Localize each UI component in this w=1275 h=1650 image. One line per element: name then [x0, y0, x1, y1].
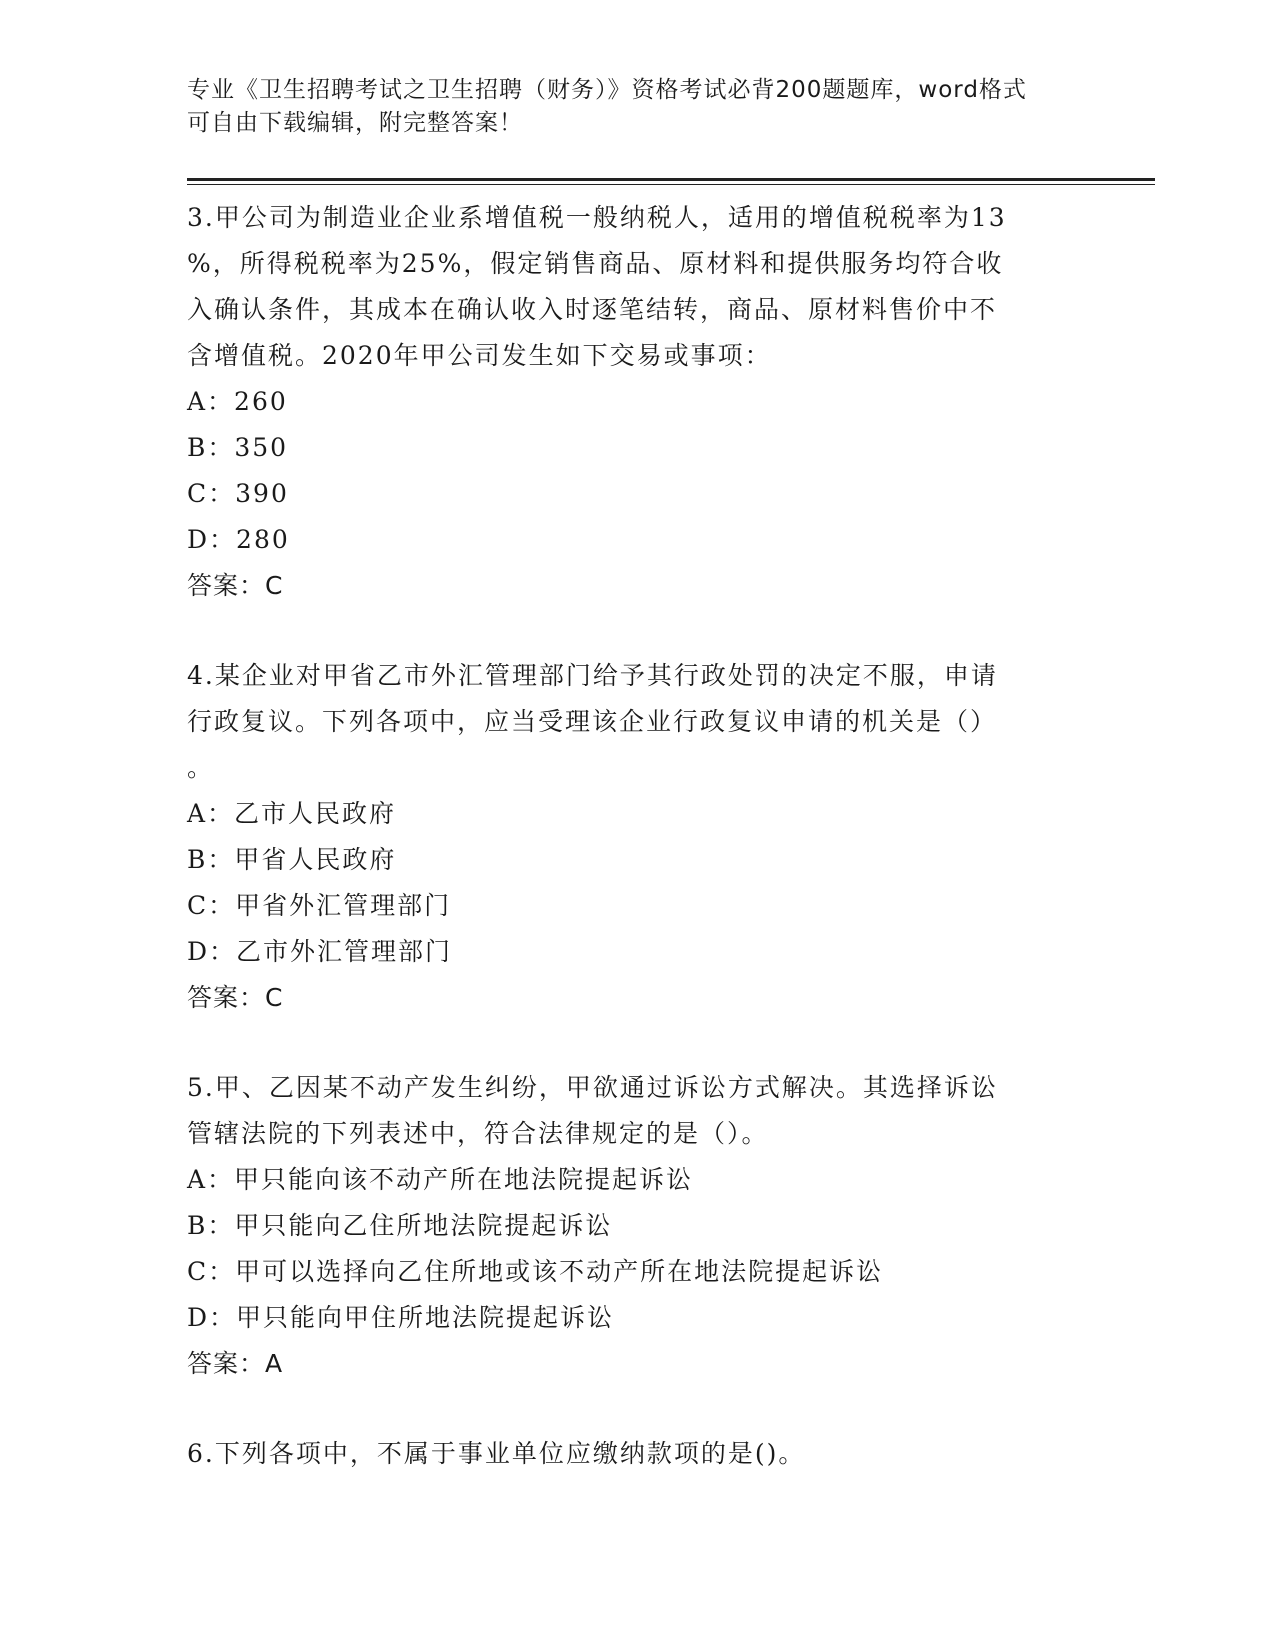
question-5-option-b: B：甲只能向乙住所地法院提起诉讼	[187, 1211, 613, 1240]
question-5-option-d: D：甲只能向甲住所地法院提起诉讼	[187, 1303, 615, 1332]
question-3-line-1: 3.甲公司为制造业企业系增值税一般纳税人，适用的增值税税率为13	[187, 203, 1007, 232]
question-4-line-1: 4.某企业对甲省乙市外汇管理部门给予其行政处罚的决定不服，申请	[187, 661, 998, 690]
question-6-line-1: 6.下列各项中，不属于事业单位应缴纳款项的是()。	[187, 1439, 806, 1468]
question-5	[187, 1065, 1087, 1387]
question-3-option-d: D：280	[187, 525, 290, 554]
question-3-line-3: 入确认条件，其成本在确认收入时逐笔结转，商品、原材料售价中不	[187, 295, 998, 324]
question-4-option-c: C：甲省外汇管理部门	[187, 891, 452, 920]
question-3-line-2: %，所得税税率为25%，假定销售商品、原材料和提供服务均符合收	[187, 249, 1004, 278]
header-rule-thick	[187, 178, 1155, 181]
question-4-line-2: 行政复议。下列各项中，应当受理该企业行政复议申请的机关是（）	[187, 707, 998, 736]
header-line-1: 专业《卫生招聘考试之卫生招聘（财务）》资格考试必背200题题库，word格式	[187, 77, 1027, 103]
question-4-option-d: D：乙市外汇管理部门	[187, 937, 453, 966]
question-5-line-2: 管辖法院的下列表述中，符合法律规定的是（）。	[187, 1119, 769, 1148]
question-6	[187, 1431, 1087, 1477]
question-4-option-a: A：乙市人民政府	[187, 799, 397, 828]
question-3-option-b: B：350	[187, 433, 289, 462]
question-5-option-a: A：甲只能向该不动产所在地法院提起诉讼	[187, 1165, 694, 1194]
question-3-line-4: 含增值税。2020年甲公司发生如下交易或事项：	[187, 341, 772, 370]
document-header	[187, 74, 1067, 140]
question-4	[187, 653, 1087, 1021]
question-5-option-c: C：甲可以选择向乙住所地或该不动产所在地法院提起诉讼	[187, 1257, 884, 1286]
question-list	[187, 195, 1087, 1521]
header-line-2: 可自由下载编辑，附完整答案！	[187, 110, 523, 136]
question-3-option-a: A：260	[187, 387, 288, 416]
header-rule-thin	[187, 184, 1155, 185]
question-5-line-1: 5.甲、乙因某不动产发生纠纷，甲欲通过诉讼方式解决。其选择诉讼	[187, 1073, 998, 1102]
question-4-line-3: 。	[187, 753, 215, 782]
question-3-answer: 答案：C	[187, 571, 284, 600]
question-3	[187, 195, 1087, 609]
question-5-answer: 答案：A	[187, 1349, 284, 1378]
question-4-answer: 答案：C	[187, 983, 284, 1012]
question-4-option-b: B：甲省人民政府	[187, 845, 397, 874]
question-3-option-c: C：390	[187, 479, 289, 508]
